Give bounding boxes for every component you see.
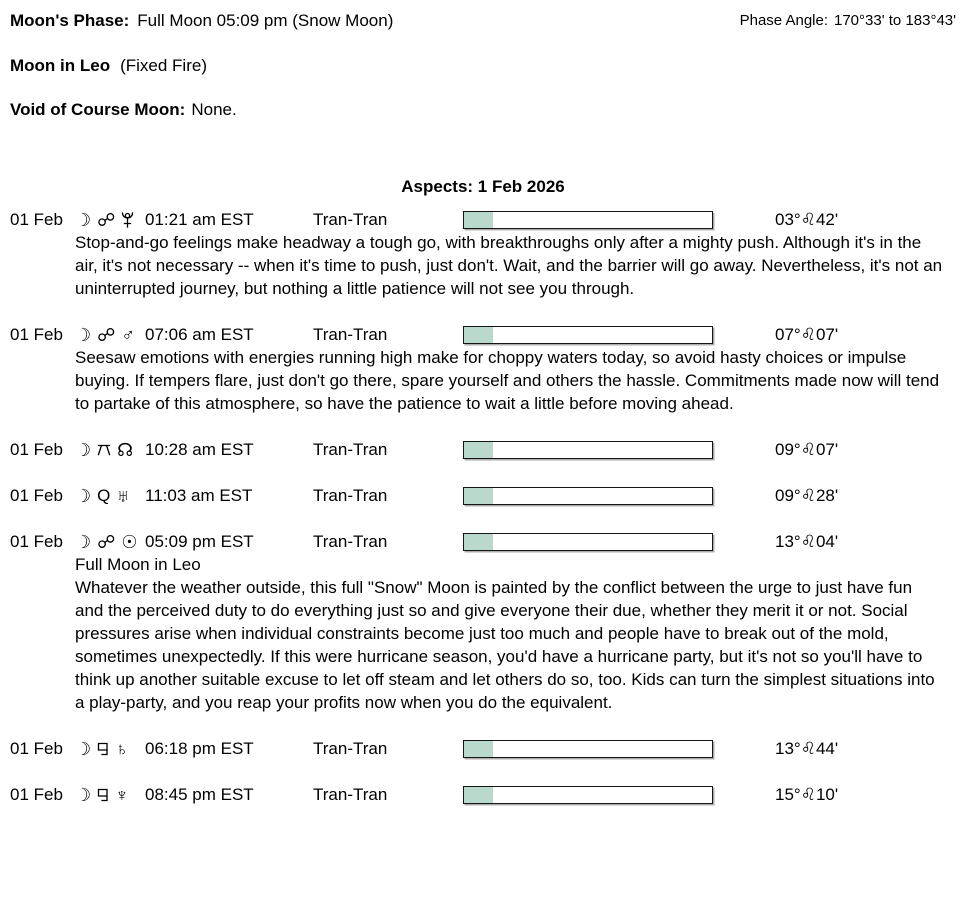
aspect-symbols — [75, 326, 145, 344]
aspect-degree: 13°♌44' — [775, 739, 839, 758]
uranus-icon: ♅ — [116, 485, 130, 506]
aspect-type: Tran-Tran — [313, 785, 388, 804]
aspect-time: 08:45 pm EST — [145, 785, 254, 804]
moon-phase-value: Full Moon 05:09 pm (Snow Moon) — [137, 11, 394, 30]
aspect-date: 01 Feb — [10, 440, 63, 459]
aspect-time: 06:18 pm EST — [145, 739, 254, 758]
aspect-block — [10, 737, 956, 760]
aspect-time: 07:06 am EST — [145, 325, 254, 344]
aspect-degree: 09°♌28' — [775, 486, 839, 505]
aspect-degree: 07°♌07' — [775, 325, 839, 344]
aspect-time: 01:21 am EST — [145, 210, 254, 229]
neptune-icon: ♆ — [115, 784, 129, 805]
moon-icon: ☽ — [75, 784, 92, 805]
moon-icon: ☽ — [75, 531, 92, 552]
pluto-icon — [121, 212, 134, 228]
aspect-type: Tran-Tran — [313, 739, 388, 758]
progress-bar — [463, 441, 713, 459]
progress-fill — [464, 534, 493, 550]
opposition-icon: ☍ — [97, 531, 116, 552]
void-of-course-line — [10, 100, 956, 120]
moon-icon: ☽ — [75, 439, 92, 460]
aspect-date: 01 Feb — [10, 325, 63, 344]
aspect-symbols — [75, 740, 145, 758]
aspect-type: Tran-Tran — [313, 532, 388, 551]
progress-bar — [463, 211, 713, 229]
aspect-row — [10, 783, 956, 806]
north-node-icon: ☊ — [117, 439, 134, 460]
aspect-degree: 03°♌42' — [775, 210, 839, 229]
aspect-block — [10, 783, 956, 806]
progress-bar — [463, 786, 713, 804]
aspect-degree: 15°♌10' — [775, 785, 839, 804]
aspect-block — [10, 530, 956, 714]
aspect-date: 01 Feb — [10, 785, 63, 804]
progress-fill — [464, 787, 493, 803]
moon-icon: ☽ — [75, 738, 92, 759]
moon-sign-value: (Fixed Fire) — [120, 56, 207, 75]
moon-icon: ☽ — [75, 485, 92, 506]
aspect-row — [10, 323, 956, 346]
aspect-row — [10, 484, 956, 507]
aspect-row — [10, 438, 956, 461]
moon-phase-label: Moon's Phase: — [10, 11, 130, 30]
aspect-block — [10, 208, 956, 300]
progress-bar — [463, 533, 713, 551]
progress-fill — [464, 442, 493, 458]
moon-sign-line — [10, 56, 956, 76]
aspect-date: 01 Feb — [10, 739, 63, 758]
progress-fill — [464, 488, 493, 504]
aspect-time: 05:09 pm EST — [145, 532, 254, 551]
phase-angle-value: 170°33' to 183°43' — [834, 12, 956, 29]
aspect-row — [10, 530, 956, 553]
saturn-icon: ♄ — [115, 738, 129, 759]
progress-bar — [463, 740, 713, 758]
sesquiquadrate-icon — [97, 742, 109, 756]
aspect-time: 10:28 am EST — [145, 440, 254, 459]
opposition-icon: ☍ — [97, 209, 116, 230]
quincunx-icon — [97, 444, 111, 456]
aspect-block — [10, 323, 956, 415]
sesquiquadrate-icon — [97, 788, 109, 802]
aspect-degree: 13°♌04' — [775, 532, 839, 551]
phase-angle — [740, 11, 956, 29]
progress-bar — [463, 487, 713, 505]
aspect-degree: 09°♌07' — [775, 440, 839, 459]
mars-icon: ♂ — [121, 324, 135, 345]
progress-fill — [464, 327, 493, 343]
aspect-title: Full Moon in Leo — [75, 555, 201, 574]
void-label: Void of Course Moon: — [10, 100, 186, 119]
aspect-description: Seesaw emotions with energies running high make for choppy waters today, so avoid hasty choices or impulse buying. If tempers flare, just don't go there, spare yourself and others the hassle. Commitments made now will tend to partake of this atmosphere, so have the patience to wait a little before moving ahead. — [75, 348, 940, 413]
aspect-type: Tran-Tran — [313, 440, 388, 459]
aspect-block — [10, 484, 956, 507]
moon-sign-label: Moon in Leo — [10, 56, 111, 75]
moon-phase-line — [10, 11, 956, 31]
progress-fill — [464, 741, 493, 757]
moon-icon: ☽ — [75, 324, 92, 345]
aspect-symbols — [75, 211, 145, 229]
aspect-description: Whatever the weather outside, this full "Snow" Moon is painted by the conflict between the urge to just have fun and the perceived duty to do everything just so and give everyone their due, whether they merit it or not. Social pressures arise when individual constraints become just too much and people have to break out of the mold, sometimes unexpectedly. If this were hurricane season, you'd have a hurricane party, but it's not so you'll have to think up another suitable excuse to let off steam and let others do so, too. Kids can turn the simplest situations into a play-party, and you reap your profits now when you do the equivalent. — [75, 578, 935, 712]
progress-bar — [463, 326, 713, 344]
aspect-symbols — [75, 487, 145, 505]
aspect-block — [10, 438, 956, 461]
aspect-time: 11:03 am EST — [145, 486, 253, 505]
void-value: None. — [191, 100, 237, 119]
moon-icon: ☽ — [75, 209, 92, 230]
quintile-icon: Q — [97, 485, 111, 505]
aspect-date: 01 Feb — [10, 486, 63, 505]
aspect-symbols — [75, 533, 145, 551]
aspect-date: 01 Feb — [10, 532, 63, 551]
aspect-date: 01 Feb — [10, 210, 63, 229]
progress-fill — [464, 212, 493, 228]
aspect-symbols — [75, 786, 145, 804]
aspect-row — [10, 737, 956, 760]
aspect-type: Tran-Tran — [313, 325, 388, 344]
aspect-type: Tran-Tran — [313, 210, 388, 229]
aspect-row — [10, 208, 956, 231]
sun-icon: ☉ — [121, 531, 138, 552]
aspect-symbols — [75, 441, 145, 459]
aspect-type: Tran-Tran — [313, 486, 388, 505]
moon-phase — [10, 11, 393, 31]
phase-angle-label: Phase Angle: — [739, 12, 828, 29]
aspect-description: Stop-and-go feelings make headway a tough go, with breakthroughs only after a mighty push. Although it's in the air, it's not necessary -- when it's time to push, just don't. Wait, and the barrier will go away. Nevertheless, it's not an uninterrupted journey, but nothing a little patience will not see you through. — [75, 233, 943, 298]
opposition-icon: ☍ — [97, 324, 116, 345]
aspects-heading: Aspects: 1 Feb 2026 — [401, 177, 565, 196]
